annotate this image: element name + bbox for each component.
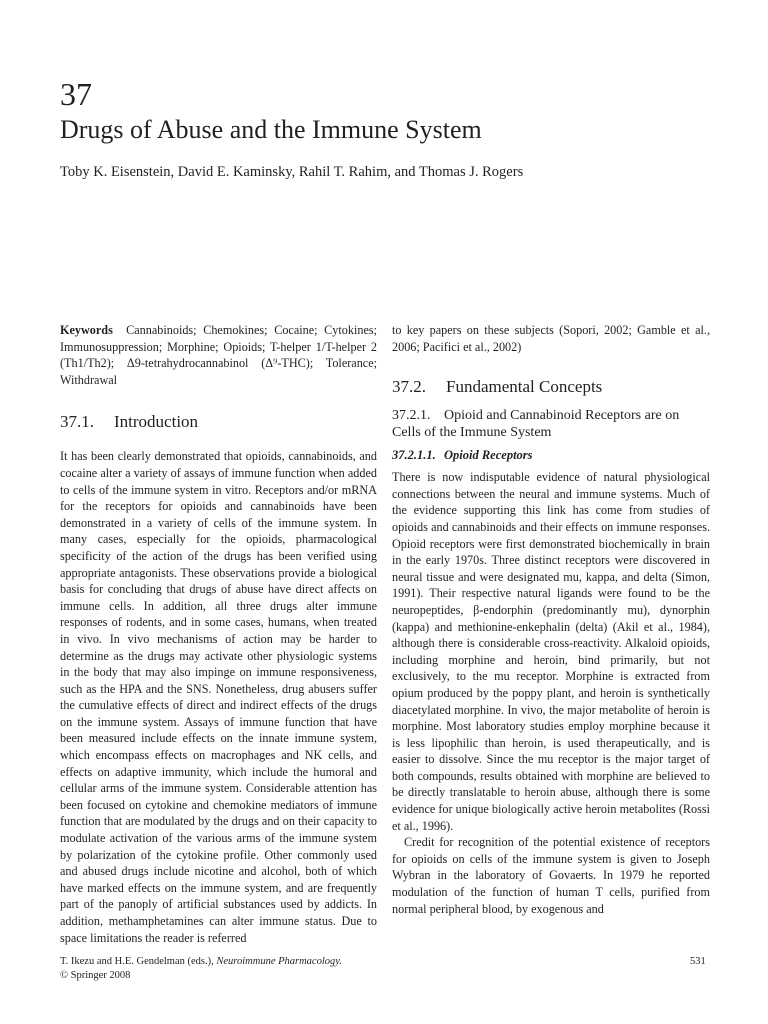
subsubsection-heading (392, 447, 710, 463)
chapter-title: Drugs of Abuse and the Immune System (60, 115, 482, 144)
section-title: Introduction (114, 412, 199, 432)
footer-citation (60, 955, 342, 983)
chapter-authors: Toby K. Eisenstein, David E. Kaminsky, Rahil T. Rahim, and Thomas J. Rogers (60, 164, 524, 180)
introduction-paragraph: It has been clearly demonstrated that opioids, cannabinoids, and cocaine alter a variety of assays of immune function when added to cells of the immune system in vitro. Receptors and/or mRNA for the receptors for opioids and cannabinoids have been demonstrated in a variety of cells of the immune system. In many cases, especially for the opioids, pharmacological specificity of the action of the drugs has been verified using appropriate antagonists. These observations provide a biological basis for concluding that drugs of abuse have direct affects on immune cells. In addition, all three drugs alter immune responses of rodents, and in some cases, humans, when treated in vivo. In vivo mechanisms of action may be harder to determine as the drugs may activate other physiologic systems in the body that may also impinge on immune responsiveness, such as the HPA and the SNS. Nonetheless, drug abusers suffer the cumulative effects of direct and indirect effects of the drugs on the immune system. Assays of immune function that have been measured include effects on the innate immune system, which encompass effects on macrophages and NK cells, and effects on adaptive immunity, which include the humoral and cellular arms of the immune system. Considerable attention has been focused on cytokine and chemokine mediators of immune function that are modulated by the drugs and on their capacity to modulate activation of the various arms of the immune system by polarization of the cytokine profile. Other commonly used and abused drugs include nicotine and alcohol, both of which have marked effects on the immune system, and are frequently part of the panoply of artificial substances used by addicts. In addition, methamphetamines can alter immune status. Due to space limitations the reader is referred (60, 449, 377, 945)
opioid-receptors-paragraph-2: Credit for recognition of the potential existence of receptors for opioids on cells of the immune system is given to Joseph Wybran in the laboratory of Govaerts. In 1979 he reported modulation of the function of human T cells, purified from normal peripheral blood, by exogenous and (392, 835, 710, 916)
subsubsection-number: 37.2.1.1. (392, 448, 436, 463)
left-column (60, 322, 377, 946)
subsubsection-title: Opioid Receptors (444, 448, 533, 463)
section-heading-introduction (60, 412, 377, 432)
subsection-title: Opioid and Cannabinoid Receptors are on Cells of the Immune System (392, 408, 680, 441)
page-number: 531 (690, 956, 706, 967)
subsection-heading (392, 407, 710, 441)
footer-editors: T. Ikezu and H.E. Gendelman (eds.), (60, 956, 217, 967)
right-column (392, 322, 710, 917)
footer-book-title: Neuroimmune Pharmacology. (216, 956, 342, 967)
footer-copyright: © Springer 2008 (60, 970, 131, 981)
footer-citation-line (60, 955, 342, 969)
opioid-receptors-paragraph-1: There is now indisputable evidence of natural physiological connections between the neural and immune systems. Much of the evidence supporting this link has come from studies of opioids and cannabinoids and their effects on immune responses. Opioid receptors were first demonstrated biochemically in brain in the early 1970s. Three distinct receptors were discovered in neural tissue and were designated mu, kappa, and delta (Simon, 1991). Their respective natural ligands were found to be the neuropeptides, β-endorphin (predominantly mu), dynorphin (kappa) and methionine-enkephalin (delta) (Akil et al., 1984), although there is considerable cross-reactivity. Alkaloid opioids, including morphine and heroin, bind primarily, but not exclusively, to the mu receptor. Morphine is extracted from opium produced by the poppy plant, and heroin is synthetically diacetylated morphine. In vivo, the major metabolite of heroin is morphine. Most laboratory studies employ morphine because it is less lipophilic than heroin, is used therapeutically, and is easier to dissolve. Since the mu receptor is the major target of both compounds, results obtained with morphine are believed to be directly translatable to heroin abuse, although there is some evidence for unique biologically active heroin metabolites (Rossi et al., 1996). (392, 470, 710, 833)
section-number: 37.2. (392, 377, 426, 397)
section-heading-fundamental-concepts (392, 377, 710, 397)
keywords-block (60, 322, 377, 388)
keywords-label: Keywords (60, 323, 113, 337)
section-number: 37.1. (60, 412, 94, 432)
keywords-text: Cannabinoids; Chemokines; Cocaine; Cytokines; Immunosuppression; Morphine; Opioids; T-helper 1/T-helper 2 (Th1/Th2); Δ9-tetrahydrocannabinol (Δ⁹-THC); Tolerance; Withdrawal (60, 323, 377, 387)
chapter-number: 37 (60, 76, 92, 112)
section-title: Fundamental Concepts (446, 377, 603, 397)
introduction-continuation: to key papers on these subjects (Sopori, 2002; Gamble et al., 2006; Pacifici et al., 2002) (392, 323, 710, 354)
subsection-number: 37.2.1. (392, 408, 431, 424)
